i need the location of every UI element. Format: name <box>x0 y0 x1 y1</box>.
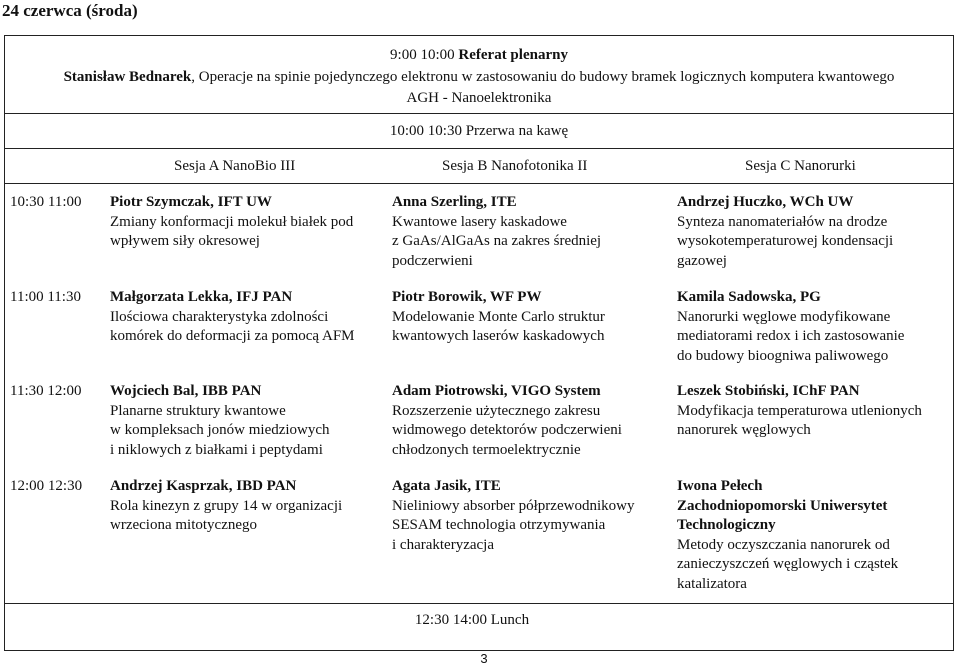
row-divider <box>4 603 954 604</box>
talk-line: wysokotemperaturowej kondensacji <box>677 233 894 249</box>
talk-line: i charakteryzacja <box>392 536 495 553</box>
plenary-affiliation: AGH - Nanoelektronika <box>406 90 552 106</box>
slot-time: 11:30 12:00 <box>10 383 82 399</box>
slot-time: 11:00 11:30 <box>10 289 81 305</box>
talk-line: Planarne struktury kwantowe <box>110 402 286 419</box>
date-heading: 24 czerwca (środa) <box>2 1 138 20</box>
session-c-talk <box>677 382 922 441</box>
talk-line: w kompleksach jonów miedziowych <box>110 422 330 438</box>
talk-line: Rola kinezyn z grupy 14 w organizacji <box>110 497 343 514</box>
coffee-break: 10:00 10:30 Przerwa na kawę <box>389 123 569 139</box>
row-divider <box>4 148 954 149</box>
speaker: Technologiczny <box>677 517 776 533</box>
talk-line: katalizatora <box>677 575 747 592</box>
session-a-talk <box>110 382 330 460</box>
talk-line: Nieliniowy absorber półprzewodnikowy <box>392 497 635 514</box>
talk-line: Nanorurki węglowe modyfikowane <box>677 308 891 325</box>
session-c-talk <box>677 193 893 271</box>
speaker: Andrzej Huczko, WCh UW <box>677 194 854 210</box>
speaker: Agata Jasik, ITE <box>392 478 501 494</box>
session-a-header: Sesja A NanoBio III <box>174 158 296 174</box>
plenary-affiliation-line <box>4 89 954 108</box>
talk-line: nanorurek węglowych <box>677 422 811 438</box>
speaker: Adam Piotrowski, VIGO System <box>392 383 601 399</box>
row-divider <box>4 183 954 184</box>
talk-line: Zmiany konformacji molekuł białek pod <box>110 213 354 230</box>
plenary-speaker: Stanisław Bednarek <box>63 69 192 85</box>
talk-line: Ilościowa charakterystyka zdolności <box>110 308 329 325</box>
talk-line: zanieczyszczeń węglowych i cząstek <box>677 556 899 572</box>
session-c-talk <box>677 288 904 366</box>
talk-line: Metody oczyszczania nanorurek od <box>677 536 890 553</box>
speaker: Wojciech Bal, IBB PAN <box>110 383 262 399</box>
talk-line: Synteza nanomateriałów na drodze <box>677 213 888 230</box>
speaker: Iwona Pełech <box>677 478 763 494</box>
speaker: Piotr Szymczak, IFT UW <box>110 194 272 210</box>
talk-line: do budowy bioogniwa paliwowego <box>677 347 889 364</box>
talk-line: wrzeciona mitotycznego <box>110 517 258 533</box>
talk-line: i niklowych z białkami i peptydami <box>110 441 323 458</box>
talk-line: Modelowanie Monte Carlo struktur <box>392 308 605 325</box>
session-c-talk <box>677 477 898 594</box>
lunch: 12:30 14:00 Lunch <box>414 612 530 628</box>
plenary-talk: Operacje na spinie pojedynczego elektronu w zastosowaniu do budowy bramek logicznych komputera kwantowego <box>198 69 895 85</box>
plenary-talk-line: Stanisław Bednarek, Operacje na spinie pojedynczego elektronu w zastosowaniu do budowy bramek logicznych komputera kwantowego <box>63 69 895 85</box>
speaker: Anna Szerling, ITE <box>392 194 517 210</box>
session-b-talk <box>392 193 601 271</box>
talk-line: komórek do deformacji za pomocą AFM <box>110 328 355 344</box>
talk-line: SESAM technologia otrzymywania <box>392 517 606 533</box>
session-a-talk <box>110 477 342 536</box>
talk-line: mediatorami redox i ich zastosowanie <box>677 328 905 344</box>
page-number: 3 <box>480 651 488 666</box>
talk-line: podczerwieni <box>392 252 473 269</box>
talk-line: Modyfikacja temperaturowa utlenionych <box>677 402 922 419</box>
talk-line: z GaAs/AlGaAs na zakres średniej <box>392 233 602 249</box>
row-divider <box>4 113 954 114</box>
talk-line: chłodzonych termoelektrycznie <box>392 441 581 458</box>
plenary-title: Referat plenarny <box>458 47 568 63</box>
plenary-header <box>4 46 954 65</box>
session-a-talk <box>110 193 353 252</box>
session-c-header: Sesja C Nanorurki <box>745 158 856 174</box>
talk-line: kwantowych laserów kaskadowych <box>392 328 605 344</box>
talk-line: widmowego detektorów podczerwieni <box>392 422 622 438</box>
session-a-talk <box>110 288 355 347</box>
speaker: Andrzej Kasprzak, IBD PAN <box>110 478 297 494</box>
talk-line: Kwantowe lasery kaskadowe <box>392 213 567 230</box>
session-b-talk <box>392 288 605 347</box>
speaker: Piotr Borowik, WF PW <box>392 289 542 305</box>
session-b-talk <box>392 477 634 555</box>
talk-line: gazowej <box>677 252 727 269</box>
session-b-header: Sesja B Nanofotonika II <box>442 158 588 174</box>
slot-time: 12:00 12:30 <box>10 478 83 494</box>
talk-line: wpływem siły okresowej <box>110 233 260 249</box>
slot-time: 10:30 11:00 <box>10 194 82 210</box>
speaker: Małgorzata Lekka, IFJ PAN <box>110 289 293 305</box>
speaker: Kamila Sadowska, PG <box>677 289 821 305</box>
speaker: Leszek Stobiński, IChF PAN <box>677 383 860 399</box>
session-b-talk <box>392 382 622 460</box>
speaker: Zachodniopomorski Uniwersytet <box>677 497 888 514</box>
talk-line: Rozszerzenie użytecznego zakresu <box>392 402 601 419</box>
plenary-time: 9:00 10:00 <box>390 47 455 63</box>
